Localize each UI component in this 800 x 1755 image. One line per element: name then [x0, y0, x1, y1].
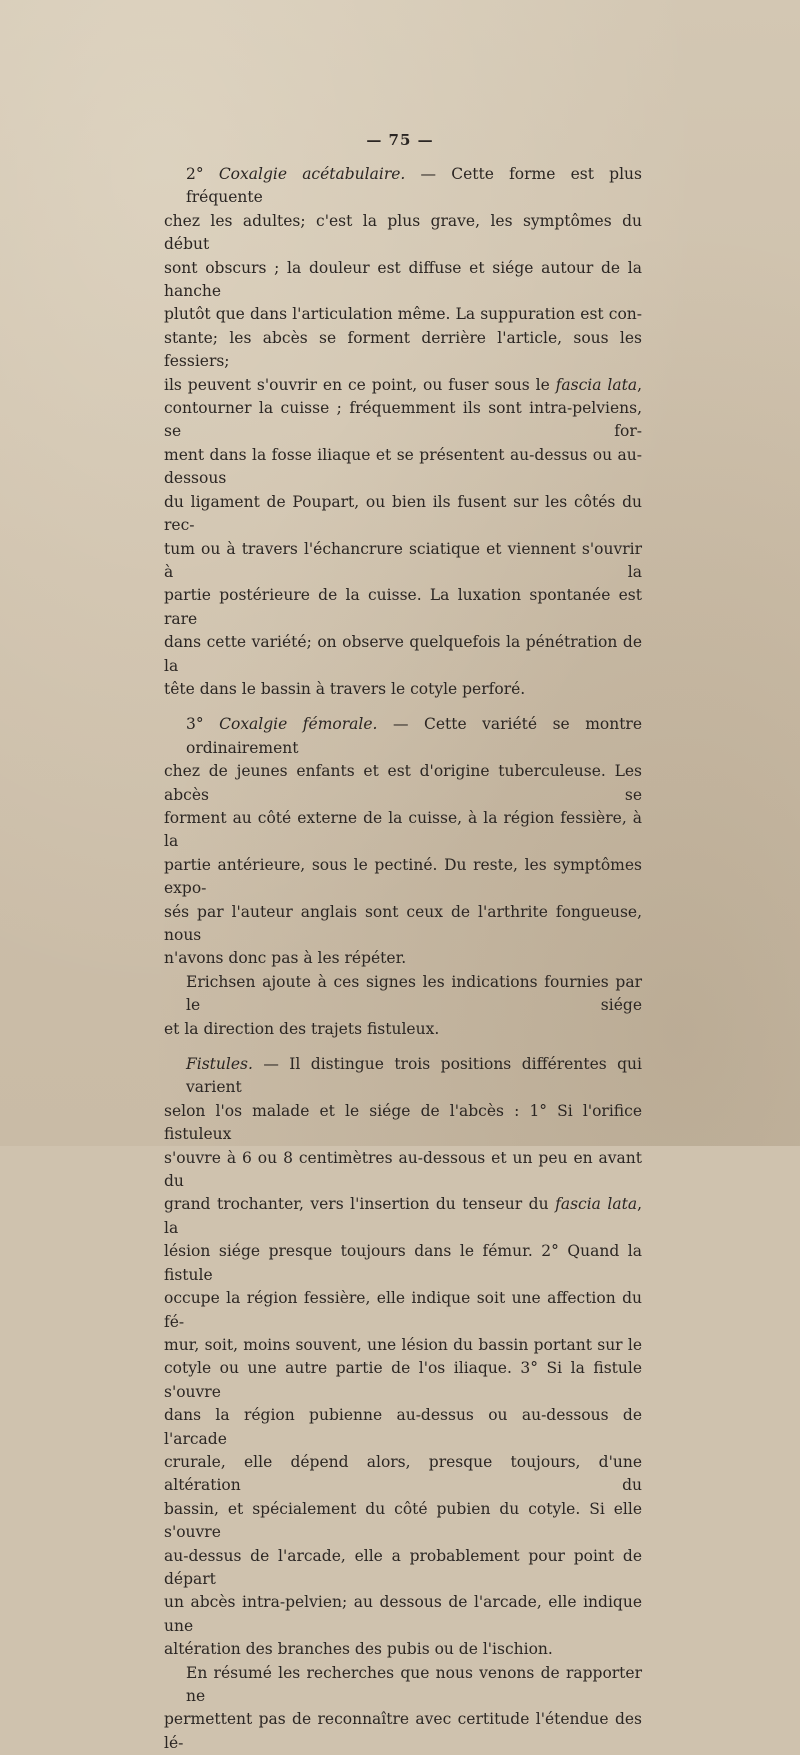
page-number: — 75 —	[366, 131, 434, 149]
text-line: grand trochanter, vers l'insertion du tenseur du fascia lata, la	[164, 1195, 643, 1237]
text-line: mur, soit, moins souvent, une lésion du bassin portant sur le	[164, 1335, 642, 1354]
text-line: sont obscurs ; la douleur est diffuse et siége autour de la hanche	[164, 258, 642, 301]
text-line: Erichsen ajoute à ces signes les indications fournies par le siége	[186, 972, 642, 1015]
text-line: altération des branches des pubis ou de l'ischion.	[164, 1640, 553, 1659]
text-line: 2° Coxalgie acétabulaire. — Cette forme est plus fréquente	[186, 165, 642, 207]
text-line: n'avons donc pas à les répéter.	[164, 949, 407, 968]
text-line: chez de jeunes enfants et est d'origine tuberculeuse. Les abcès se	[164, 762, 642, 804]
paragraph-en-resume	[164, 1662, 642, 1755]
text-line: sés par l'auteur anglais sont ceux de l'arthrite fongueuse, nous	[164, 902, 642, 944]
text-line: ment dans la fosse iliaque et se présentent au-dessus ou au-dessous	[164, 445, 642, 488]
text-line: partie antérieure, sous le pectiné. Du reste, les symptômes expo-	[164, 855, 642, 898]
paragraph-coxalgie-acetabulaire	[164, 163, 642, 701]
text-line: bassin, et spécialement du côté pubien du cotyle. Si elle s'ouvre	[164, 1499, 642, 1542]
text-line: partie postérieure de la cuisse. La luxation spontanée est rare	[164, 586, 642, 628]
text-line: ils peuvent s'ouvrir en ce point, ou fuser sous le fascia lata,	[164, 375, 643, 394]
text-line: s'ouvre à 6 ou 8 centimètres au-dessous et un peu en avant du	[164, 1148, 642, 1191]
text-line: Fistules. — Il distingue trois positions différentes qui varient	[186, 1055, 642, 1097]
text-line: permettent pas de reconnaître avec certitude l'étendue des lé-	[164, 1710, 642, 1752]
text-line: dans la région pubienne au-dessus ou au-dessous de l'arcade	[164, 1406, 642, 1448]
paragraph-erichsen	[164, 971, 642, 1041]
text-line: un abcès intra-pelvien; au dessous de l'arcade, elle indique une	[164, 1593, 642, 1635]
text-line: du ligament de Poupart, ou bien ils fusent sur les côtés du rec-	[164, 492, 642, 535]
text-line: crurale, elle dépend alors, presque toujours, d'une altération du	[164, 1452, 642, 1495]
text-line: occupe la région fessière, elle indique soit une affection du fé-	[164, 1289, 642, 1331]
text-line: et la direction des trajets fistuleux.	[164, 1019, 440, 1038]
paragraph-coxalgie-femorale	[164, 713, 642, 970]
text-line: lésion siége presque toujours dans le fémur. 2° Quand la fistule	[164, 1242, 642, 1284]
text-line: au-dessus de l'arcade, elle a probablement pour point de départ	[164, 1546, 642, 1588]
text-line: dans cette variété; on observe quelquefois la pénétration de la	[164, 633, 642, 675]
text-line: En résumé les recherches que nous venons de rapporter ne	[186, 1663, 642, 1705]
text-line: stante; les abcès se forment derrière l'article, sous les fessiers;	[164, 328, 642, 371]
paragraph-gap	[164, 701, 642, 713]
text-line: tête dans le bassin à travers le cotyle perforé.	[164, 679, 526, 698]
text-line: tum ou à travers l'échancrure sciatique et viennent s'ouvrir à la	[164, 539, 642, 581]
text-line: cotyle ou une autre partie de l'os iliaque. 3° Si la fistule s'ouvre	[164, 1359, 642, 1401]
text-line: forment au côté externe de la cuisse, à la région fessière, à la	[164, 808, 642, 851]
text-line: 3° Coxalgie fémorale. — Cette variété se montre ordinairement	[186, 715, 643, 757]
body-text	[164, 163, 642, 1755]
text-line: chez les adultes; c'est la plus grave, les symptômes du début	[164, 211, 642, 254]
text-line: selon l'os malade et le siége de l'abcès : 1° Si l'orifice fistuleux	[164, 1101, 642, 1144]
paragraph-gap	[164, 1041, 642, 1053]
paragraph-fistules	[164, 1053, 642, 1662]
text-line: plutôt que dans l'articulation même. La suppuration est con-	[164, 305, 642, 324]
text-line: contourner la cuisse ; fréquemment ils sont intra-pelviens, se for-	[164, 399, 642, 441]
